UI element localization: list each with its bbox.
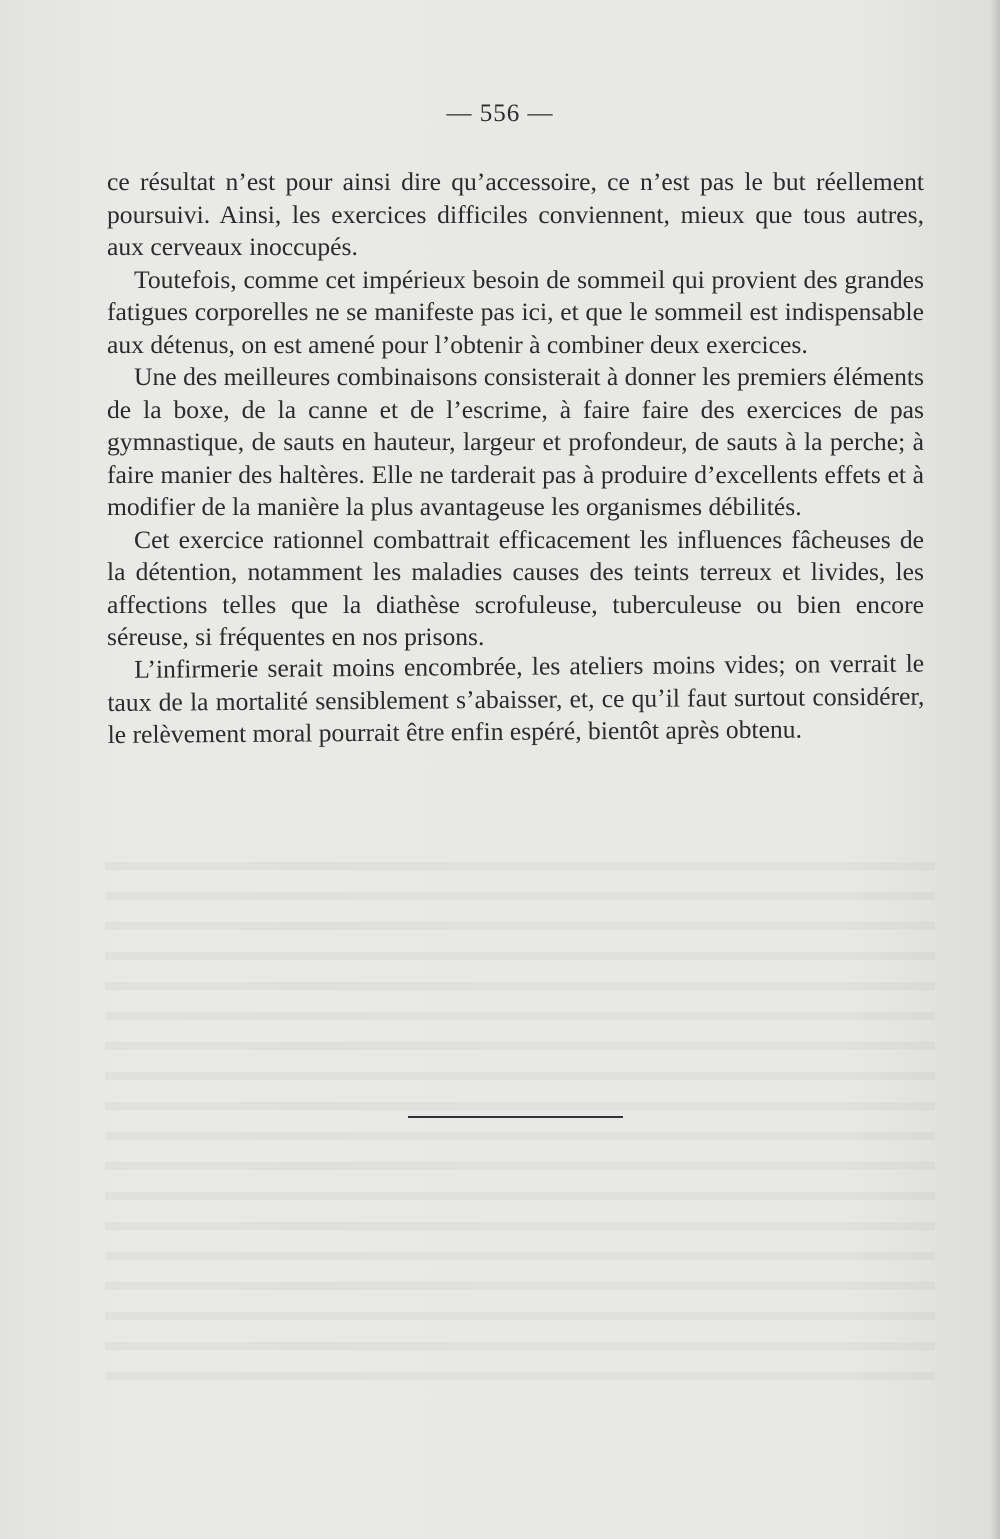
page-edge-shadow [990,0,1000,1539]
show-through-texture [105,840,935,1400]
section-end-rule [408,1116,623,1118]
paragraph-2: Toutefois, comme cet impérieux besoin de sommeil qui provient des grandes fatigues corporelles ne se manifeste pas ici, et que le sommeil est indispensable aux détenus, on est amené pour l’obtenir à combiner deux exercices. [107,264,924,359]
paragraph-3: Une des meilleures combinaisons consisterait à donner les premiers éléments de la boxe, de la canne et de l’escrime, à faire faire des exercices de pas gymnastique, de sauts en hauteur, largeur et profondeur, de sauts à la perche; à faire manier des haltères. Elle ne tarderait pas à produire d’excellents effets et à modifier de la manière la plus avantageuse les organismes débilités. [107,362,924,521]
paragraph-1: ce résultat n’est pour ainsi dire qu’accessoire, ce n’est pas le but réellement poursuivi. Ainsi, les exercices difficiles conviennent, mieux que tous autres, aux cerveaux inoccupés. [107,167,924,261]
body-text [107,166,924,751]
paragraph-4: Cet exercice rationnel combattrait efficacement les influences fâcheuses de la détention, notamment les maladies causes des teints terreux et livides, les affections telles que la diathèse scrofuleuse, tuberculeuse ou bien encore séreuse, si fréquentes en nos prisons. [107,524,924,651]
page-number: — 556 — [446,100,554,127]
paragraph-5: L’infirmerie serait moins encombrée, les ateliers moins vides; on verrait le taux de la mortalité sensiblement s’abaisser, et, ce qu’il faut surtout considérer, le relèvement moral pourrait être enfin espéré, bientôt après obtenu. [107,648,925,749]
